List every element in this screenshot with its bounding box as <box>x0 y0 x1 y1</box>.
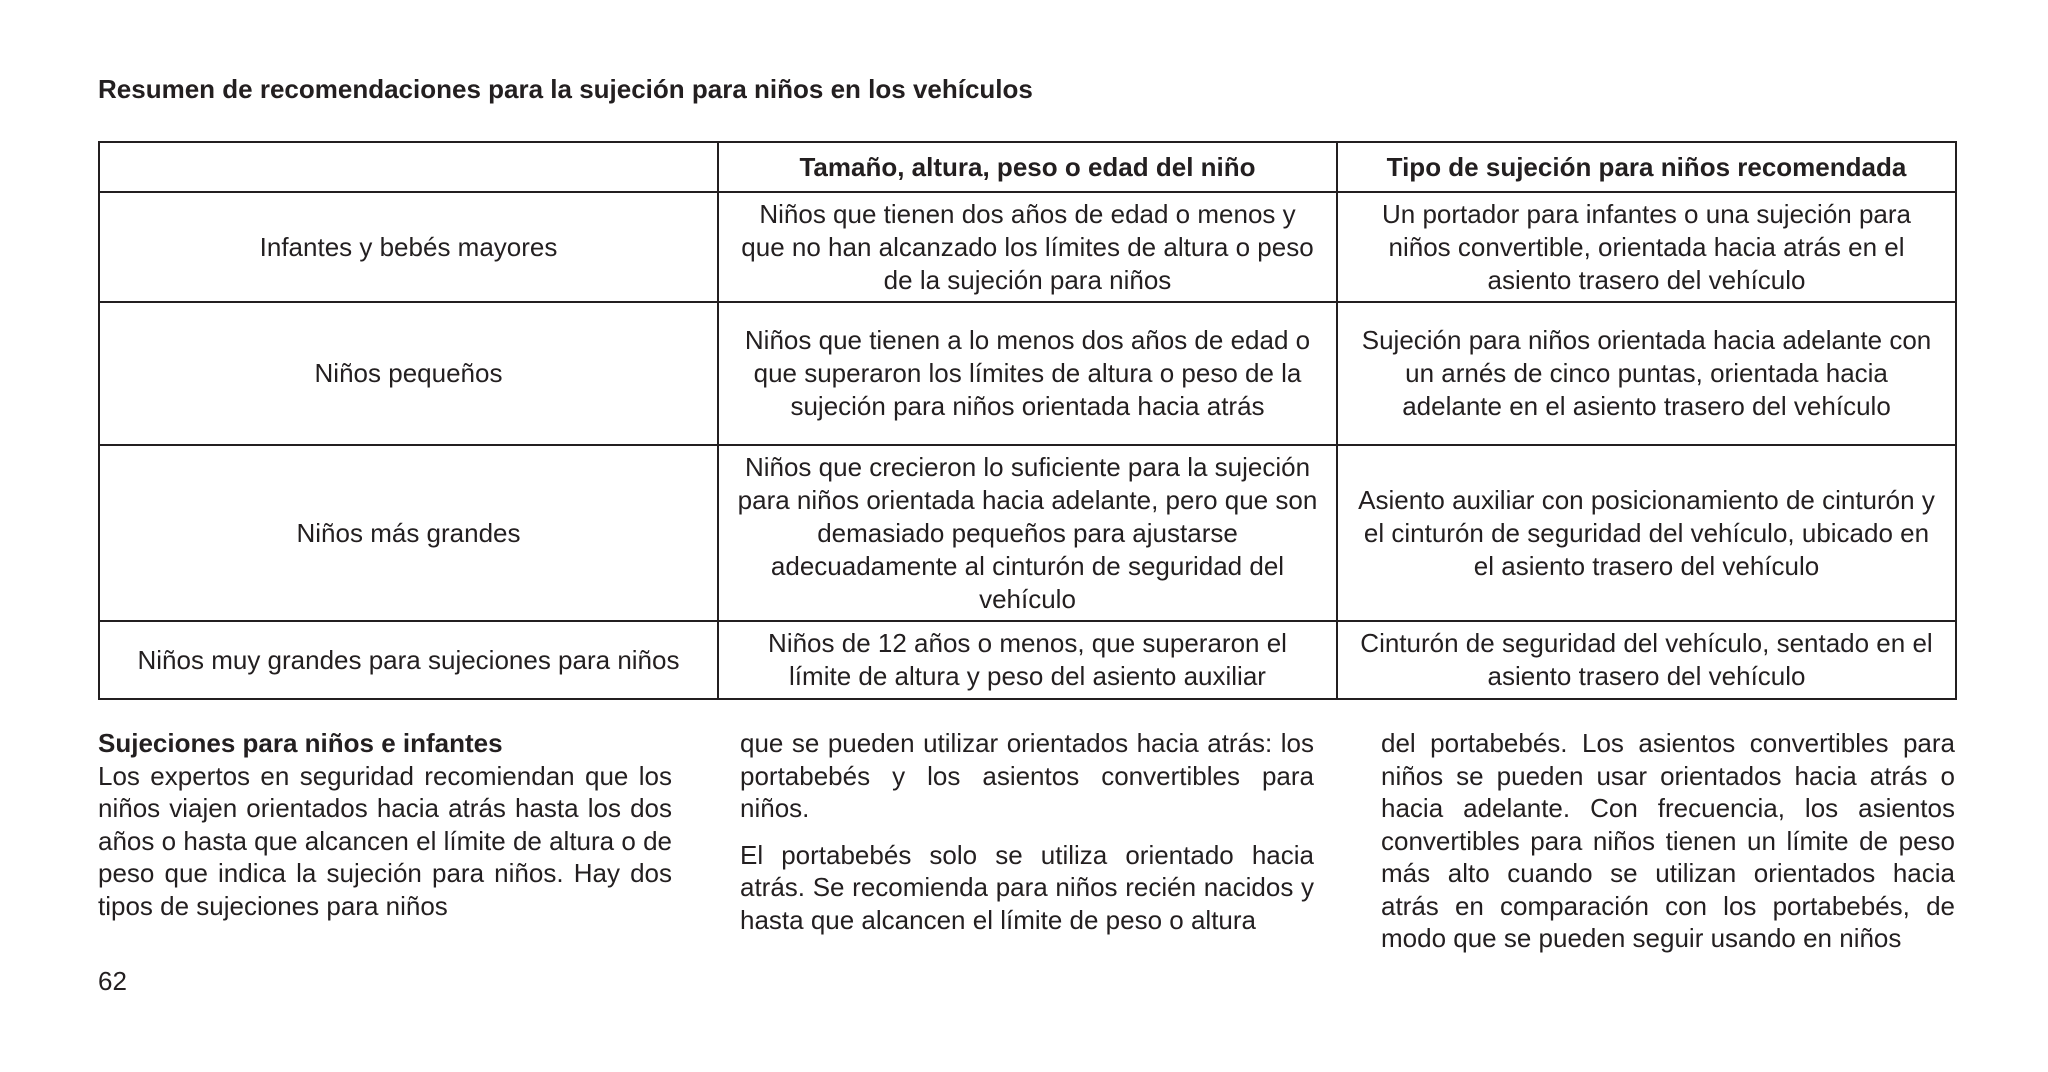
restraint-type-cell: Sujeción para niños orientada hacia adelante con un arnés de cinco puntas, orientada hacia adelante en el asiento trasero del vehículo <box>1337 302 1956 445</box>
table-row <box>99 192 1956 302</box>
body-paragraph: del portabebés. Los asientos convertibles para niños se pueden usar orientados hacia atrás o hacia adelante. Con frecuencia, los asientos convertibles para niños tienen un límite de peso más alto cuando se utilizan orientados hacia atrás en comparación con los portabebés, de modo que se pueden seguir usando en niños <box>1381 728 1955 953</box>
table-header-row <box>99 142 1956 192</box>
category-cell: Niños muy grandes para sujeciones para niños <box>99 621 718 699</box>
text-column-3 <box>1381 727 1955 955</box>
body-paragraph: Los expertos en seguridad recomiendan que los niños viajen orientados hacia atrás hasta los dos años o hasta que alcancen el límite de altura o de peso que indica la sujeción para niños. Hay dos tipos de sujeciones para niños <box>98 760 672 921</box>
restraint-type-cell: Un portador para infantes o una sujeción para niños convertible, orientada hacia atrás en el asiento trasero del vehículo <box>1337 192 1956 302</box>
page-title: Resumen de recomendaciones para la sujeción para niños en los vehículos <box>98 74 1033 104</box>
category-cell: Niños pequeños <box>99 302 718 445</box>
restraint-type-cell: Asiento auxiliar con posicionamiento de cinturón y el cinturón de seguridad del vehículo, ubicado en el asiento trasero del vehículo <box>1337 445 1956 621</box>
table-row <box>99 445 1956 621</box>
text-column-1 <box>98 727 672 922</box>
child-size-cell: Niños que tienen dos años de edad o menos y que no han alcanzado los límites de altura o peso de la sujeción para niños <box>718 192 1337 302</box>
category-cell: Niños más grandes <box>99 445 718 621</box>
text-column-2 <box>740 727 1314 936</box>
header-category <box>99 142 718 192</box>
table-row <box>99 621 1956 699</box>
header-restraint-type: Tipo de sujeción para niños recomendada <box>1337 142 1956 192</box>
child-size-cell: Niños que tienen a lo menos dos años de edad o que superaron los límites de altura o peso de la sujeción para niños orientada hacia atrás <box>718 302 1337 445</box>
body-paragraph: El portabebés solo se utiliza orientado hacia atrás. Se recomienda para niños recién nacidos y hasta que alcancen el límite de peso o altura <box>740 839 1314 935</box>
child-size-cell: Niños de 12 años o menos, que superaron el límite de altura y peso del asiento auxiliar <box>718 621 1337 699</box>
section-heading: Sujeciones para niños e infantes <box>98 728 503 758</box>
restraint-type-cell: Cinturón de seguridad del vehículo, sentado en el asiento trasero del vehículo <box>1337 621 1956 699</box>
table-row <box>99 302 1956 445</box>
category-cell: Infantes y bebés mayores <box>99 192 718 302</box>
body-paragraph: que se pueden utilizar orientados hacia atrás: los portabebés y los asientos convertibles para niños. <box>740 728 1314 823</box>
page-number: 62 <box>98 966 127 996</box>
header-child-size: Tamaño, altura, peso o edad del niño <box>718 142 1337 192</box>
child-size-cell: Niños que crecieron lo suficiente para la sujeción para niños orientada hacia adelante, pero que son demasiado pequeños para ajustarse adecuadamente al cinturón de seguridad del vehículo <box>718 445 1337 621</box>
recommendations-table <box>98 141 1957 700</box>
